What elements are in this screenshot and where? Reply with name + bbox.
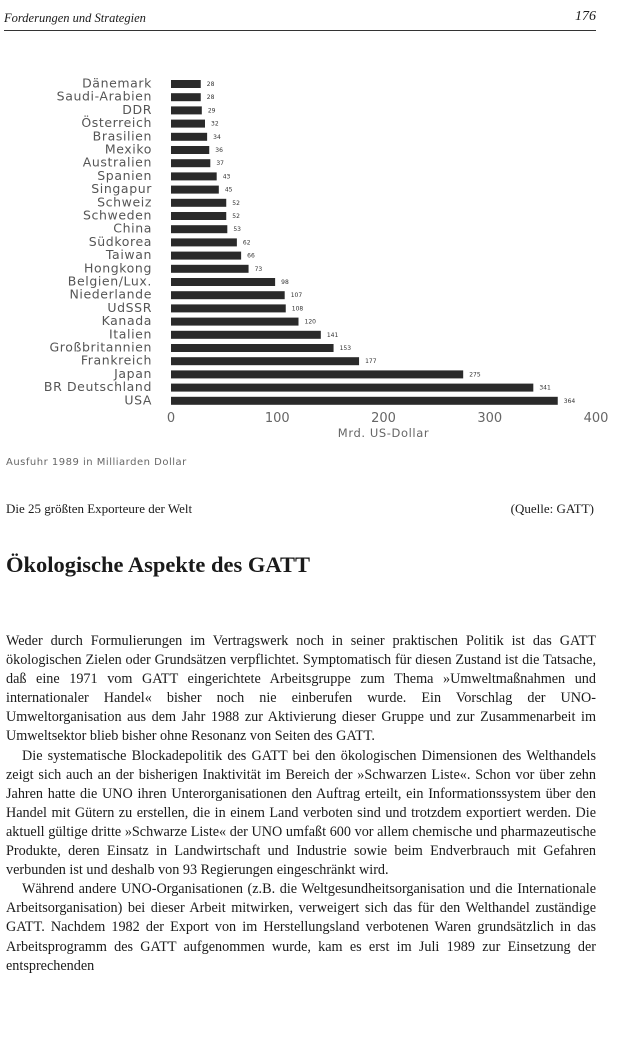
bar	[171, 186, 219, 194]
category-label: Schweiz	[97, 194, 152, 210]
value-label: 120	[304, 318, 316, 326]
chart-note: Ausfuhr 1989 in Milliarden Dollar	[6, 457, 187, 468]
category-label: Großbritannien	[49, 339, 152, 355]
category-label: DDR	[122, 101, 152, 117]
section-title: Forderungen und Strategien	[4, 11, 146, 25]
value-label: 98	[281, 279, 289, 286]
x-tick-label: 200	[371, 411, 396, 426]
bar	[171, 80, 201, 88]
category-label: Australien	[82, 154, 152, 170]
x-axis-title: Mrd. US-Dollar	[337, 426, 430, 440]
value-label: 364	[563, 397, 576, 405]
value-label: 107	[290, 292, 303, 300]
bar	[171, 304, 286, 312]
value-label: 52	[232, 213, 240, 220]
value-label: 108	[291, 305, 304, 313]
category-label: Frankreich	[80, 352, 152, 368]
category-label: Niederlande	[69, 286, 152, 302]
bar	[171, 93, 201, 101]
page-number: 176	[575, 9, 596, 24]
value-label: 43	[222, 173, 231, 181]
category-label: Mexiko	[104, 141, 152, 157]
value-label: 62	[242, 239, 251, 247]
value-label: 36	[215, 147, 223, 154]
value-label: 37	[216, 160, 224, 168]
value-label: 34	[213, 133, 221, 141]
value-label: 45	[224, 186, 233, 194]
bar	[171, 291, 285, 299]
category-label: Südkorea	[88, 233, 152, 249]
category-label: Spanien	[97, 167, 152, 183]
value-label: 28	[206, 81, 215, 88]
figure-source: (Quelle: GATT)	[510, 501, 594, 516]
paragraph: Während andere UNO-Organisationen (z.B. die Weltgesundheitsorganisation und die Internationale Arbeitsorganisation) bei dieser Arbeit mitwirken, verweigert sich das für den Welthandel zuständige GATT. Nachdem 1982 der Export von im Herstellungsland verbotenen Waren grundsätzlich in das Arbeitsprogramm des GATT aufgenommen wurde, kam es erst im Juli 1989 zur Einsetzung der entsprechenden	[6, 881, 596, 974]
category-label: China	[113, 220, 152, 236]
value-label: 177	[365, 358, 377, 366]
figure-caption: Die 25 größten Exporteure der Welt	[6, 501, 193, 516]
category-label: Brasilien	[92, 128, 152, 144]
bar	[171, 357, 359, 365]
bar	[171, 278, 275, 286]
bar	[171, 212, 226, 220]
bar	[171, 106, 202, 114]
category-label: Hongkong	[83, 260, 152, 276]
category-label: Schweden	[83, 207, 152, 223]
category-label: Italien	[108, 326, 152, 342]
article-body	[6, 632, 596, 976]
bar	[171, 331, 321, 339]
x-tick-label: 400	[583, 411, 609, 426]
value-label: 29	[207, 107, 216, 115]
category-label: Österreich	[81, 115, 152, 131]
category-label: Belgien/Lux.	[67, 273, 152, 289]
value-label: 73	[254, 265, 263, 273]
value-label: 153	[339, 345, 352, 352]
bar	[171, 397, 558, 405]
category-label: Dänemark	[82, 75, 152, 91]
bar	[171, 133, 207, 141]
bar	[171, 120, 205, 128]
value-label: 32	[211, 120, 219, 128]
bar	[171, 199, 226, 207]
category-label: UdSSR	[107, 299, 152, 315]
value-label: 66	[247, 252, 255, 260]
value-label: 341	[539, 384, 551, 392]
bar	[171, 172, 217, 180]
value-label: 53	[233, 226, 241, 234]
paragraph: Weder durch Formulierungen im Vertragswerk noch in seiner praktischen Politik ist das GATT ökologischen Zielen oder Grundsätzen verpflichtet. Symptomatisch für diesen Zustand ist die Tatsache, daß eine 1971 vom GATT eingerichtete Arbeitsgruppe zum Thema »Umweltmaßnahmen und internationaler Handel« bisher noch nie einberufen wurde. Ein Vorschlag der UNO-Umweltorganisation aus dem Jahr 1988 zur Aktivierung dieser Gruppe und zur Zusammenarbeit im Umweltsektor blieb bisher ohne Resonanz von Seiten des GATT.	[6, 633, 596, 745]
article-title: Ökologische Aspekte des GATT	[6, 552, 310, 577]
bar	[171, 146, 209, 154]
category-label: Singapur	[91, 181, 152, 197]
category-label: BR Deutschland	[43, 379, 152, 395]
category-label: Kanada	[101, 313, 152, 329]
value-label: 52	[232, 199, 240, 207]
bar	[171, 159, 210, 167]
x-tick-label: 300	[477, 411, 503, 426]
category-label: Saudi-Arabien	[56, 88, 152, 104]
category-label: Japan	[114, 365, 152, 381]
value-label: 275	[469, 371, 481, 379]
bar	[171, 318, 299, 326]
bar	[171, 225, 227, 233]
category-label: USA	[124, 392, 152, 408]
bar	[171, 384, 533, 392]
bar	[171, 370, 463, 378]
paragraph: Die systematische Blockadepolitik des GATT bei den ökologischen Dimensionen des Welthandels zeigt sich auch an der bisherigen Inaktivität im Bereich der »Schwarzen Liste«. Schon vor über zehn Jahren hatte die UNO ihren Unterorganisationen den Auftrag erteilt, ein Informationssystem über den Handel mit Gütern zu erstellen, die in einem Land verboten sind und trotzdem exportiert werden. Die aktuell gültige dritte »Schwarze Liste« der UNO umfaßt 600 vor allem chemische und pharmazeutische Produkte, deren Einsatz in Landwirtschaft und Industrie sowie beim Endverbrauch mit Gefahren verbunden ist und deshalb von 93 Regierungen eingeschränkt wird.	[6, 747, 596, 879]
category-label: Taiwan	[105, 247, 152, 263]
bar	[171, 265, 249, 273]
bar	[171, 252, 241, 260]
value-label: 141	[326, 331, 339, 339]
export-bar-chart	[0, 70, 620, 455]
x-tick-label: 100	[264, 411, 290, 426]
bar	[171, 238, 237, 246]
value-label: 28	[206, 94, 215, 102]
running-header	[4, 8, 596, 31]
bar	[171, 344, 334, 352]
x-tick-label: 0	[166, 411, 176, 426]
